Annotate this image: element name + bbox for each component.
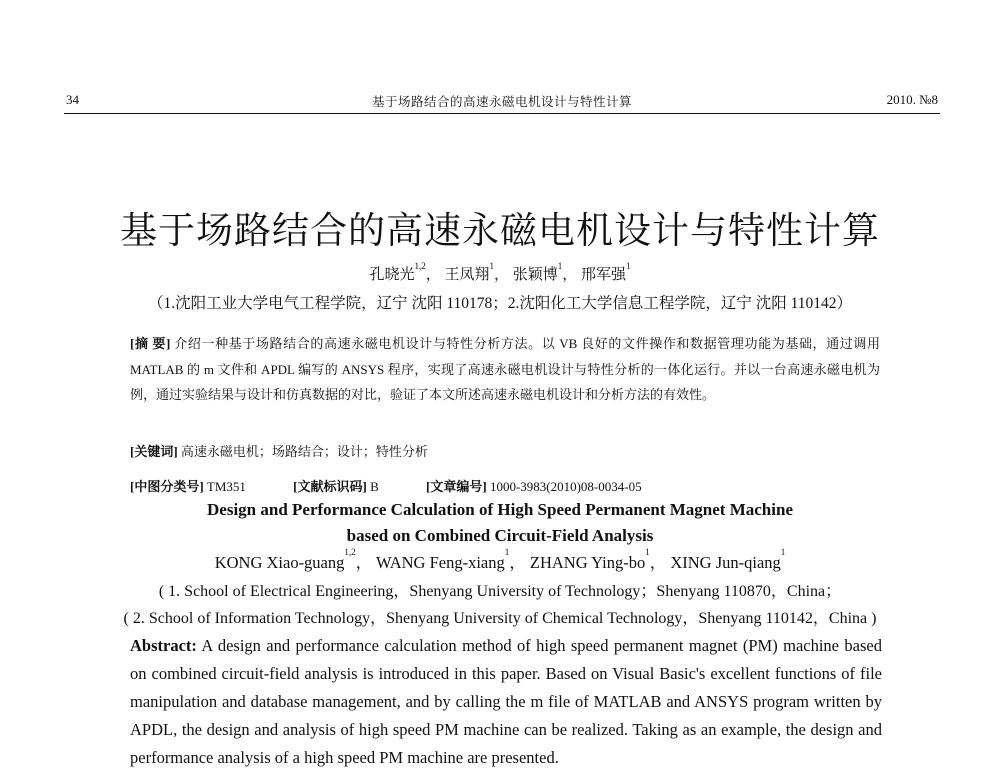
author-sup: 1 bbox=[489, 261, 494, 271]
chinese-authors: 孔晓光$^{1,2}$， 王凤翔$^1$， 张颖博$^1$， 邢军强$^1$ bbox=[369, 261, 631, 283]
author-name: 孔晓光 bbox=[369, 267, 415, 283]
author-name: 邢军强 bbox=[581, 267, 627, 283]
article-no-value: 1000-3983(2010)08-0034-05 bbox=[489, 479, 642, 494]
author-name: XING Jun-qiang bbox=[670, 553, 781, 572]
running-title: 基于场路结合的高速永磁电机设计与特性计算 bbox=[371, 95, 632, 109]
doc-code-value: B bbox=[370, 479, 379, 494]
issue-number: 2010. №8 bbox=[886, 92, 938, 107]
article-no-label: [文章编号] bbox=[426, 479, 487, 494]
clc-label: [中图分类号] bbox=[130, 479, 204, 494]
author-sup: 1 bbox=[557, 261, 563, 271]
author-sup: 1,2 bbox=[344, 547, 356, 557]
classification-line bbox=[130, 474, 880, 499]
author-sup: 1 bbox=[645, 547, 650, 557]
chinese-title: 基于场路结合的高速永磁电机设计与特性计算 bbox=[120, 209, 880, 252]
keywords-text: 高速永磁电机；场路结合；设计；特性分析 bbox=[180, 444, 428, 459]
english-abstract bbox=[130, 632, 882, 772]
author-name: KONG Xiao-guang bbox=[214, 553, 345, 572]
abstract-text: 介绍一种基于场路结合的高速永磁电机设计与特性分析方法。以 VB 良好的文件操作和数据管理功能为基础，通过调用 MATLAB 的 m 文件和 APDL 编写的 ANSYS 程序，实现了高速永磁电机设计与特性分析的一体化运行。并以一台高速永磁电机为例，通过实验结果与设计和仿真数据的对比，验证了本文所述高速永磁电机设计和分析方法的有效性。 bbox=[130, 336, 881, 402]
author-name: 张颖博 bbox=[512, 267, 558, 283]
author-sup: 1 bbox=[504, 547, 510, 557]
chinese-abstract bbox=[130, 331, 880, 408]
header-rule bbox=[64, 113, 940, 114]
english-affiliation-2: ( 2. School of Information Technology，Shenyang University of Chemical Technology，Shenyang 110142，China ) bbox=[123, 610, 877, 627]
english-title-line1: Design and Performance Calculation of High Speed Permanent Magnet Machine bbox=[207, 500, 793, 519]
english-authors: KONG Xiao-guang$^{1,2}$， WANG Feng-xiang$^1$， ZHANG Ying-$bo^1$， XING Jun-qiang$^1$ bbox=[214, 547, 786, 572]
author-name: WANG Feng-xiang bbox=[375, 553, 505, 572]
doc-code-label: [文献标识码] bbox=[293, 479, 367, 494]
author-name: 王凤翔 bbox=[444, 267, 490, 283]
author-name: ZHANG Ying-bo bbox=[529, 553, 646, 572]
page-number: 34 bbox=[66, 92, 79, 107]
keywords-label: [关键词] bbox=[130, 444, 178, 459]
abstract-label: [摘 要] bbox=[130, 336, 171, 351]
author-sup: 1 bbox=[780, 547, 786, 557]
english-abstract-label: Abstract: bbox=[130, 636, 197, 655]
author-sup: 1 bbox=[626, 261, 631, 271]
author-sup: 1,2 bbox=[414, 261, 426, 271]
english-title-line2: based on Combined Circuit-Field Analysis bbox=[346, 526, 654, 545]
english-affiliation-1: ( 1. School of Electrical Engineering，Shenyang University of Technology；Shenyang 110870，China； bbox=[158, 583, 842, 600]
chinese-affiliation: （1.沈阳工业大学电气工程学院，辽宁 沈阳 110178；2.沈阳化工大学信息工程学院，辽宁 沈阳 110142） bbox=[147, 295, 853, 312]
running-header bbox=[66, 92, 938, 112]
clc-value: TM351 bbox=[206, 479, 246, 494]
chinese-keywords bbox=[130, 439, 880, 464]
english-abstract-text: A design and performance calculation method of high speed permanent magnet (PM) machine based on combined circuit-field analysis is introduced in this paper. Based on Visual Basic's excellent functions of file manipulation and database management, and by calling the m file of MATLAB and ANSYS program written by APDL, the design and analysis of high speed PM machine can be realized. Taking as an example, the design and performance analysis of a high speed PM machine are presented. bbox=[130, 636, 882, 767]
